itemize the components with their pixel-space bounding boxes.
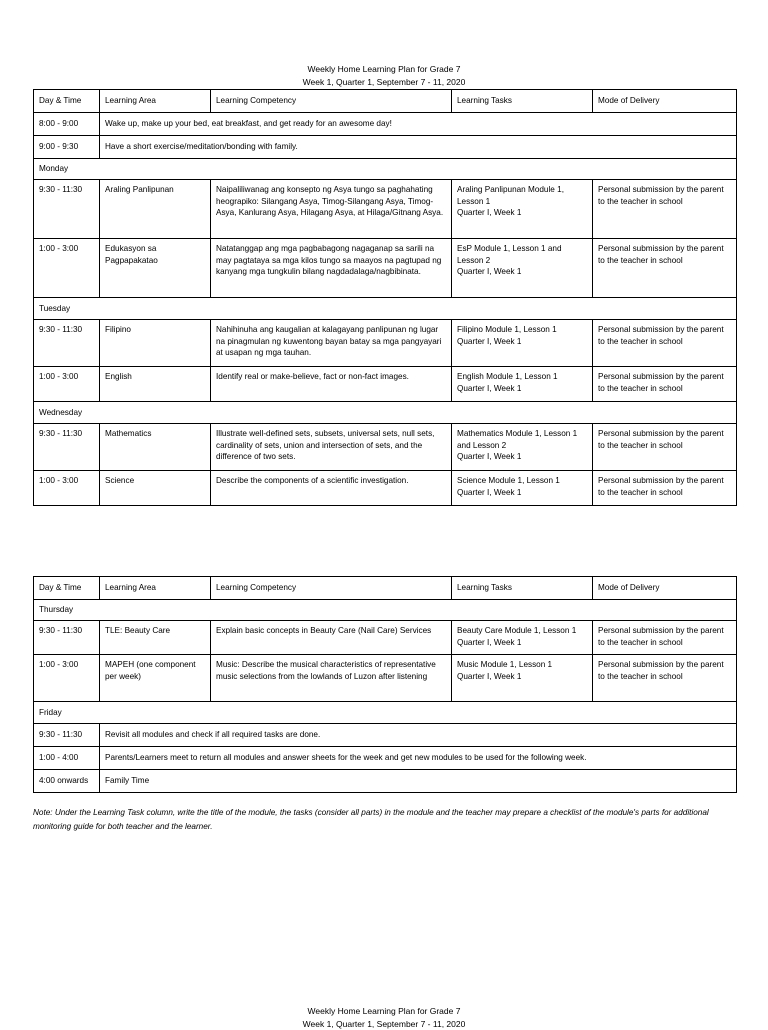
- col-header-learning-tasks: Learning Tasks: [452, 577, 593, 600]
- learning-area-cell: Edukasyon sa Pagpapakatao: [100, 239, 211, 298]
- day-row-wednesday: [34, 402, 737, 424]
- time-cell: 9:30 - 11:30: [34, 621, 100, 655]
- competency-cell: Naipaliliwanag ang konsepto ng Asya tungo sa paghahating heograpiko: Silangang Asya, Timog-Silangang Asya, Timog-Asya, Kanlurang Asya, Hilagang Asya, at Hilaga/Gitnang Asya.: [211, 180, 452, 239]
- time-cell: 1:00 - 3:00: [34, 239, 100, 298]
- mode-cell: Personal submission by the parent to the teacher in school: [593, 471, 737, 506]
- time-cell: 9:30 - 11:30: [34, 424, 100, 471]
- day-label: Friday: [34, 702, 737, 724]
- activity-cell: Family Time: [100, 770, 737, 793]
- table-row: [34, 770, 737, 793]
- table-row: [34, 471, 737, 506]
- tasks-cell: Filipino Module 1, Lesson 1 Quarter I, Week 1: [452, 320, 593, 367]
- learning-area-cell: MAPEH (one component per week): [100, 655, 211, 702]
- day-label: Thursday: [34, 600, 737, 621]
- col-header-learning-competency: Learning Competency: [211, 577, 452, 600]
- time-cell: 1:00 - 3:00: [34, 367, 100, 402]
- competency-cell: Explain basic concepts in Beauty Care (Nail Care) Services: [211, 621, 452, 655]
- competency-cell: Music: Describe the musical characteristics of representative music selections from the lowlands of Luzon after listening: [211, 655, 452, 702]
- col-header-mode-of-delivery: Mode of Delivery: [593, 577, 737, 600]
- competency-cell: Describe the components of a scientific investigation.: [211, 471, 452, 506]
- learning-area-cell: Filipino: [100, 320, 211, 367]
- day-row-monday: [34, 159, 737, 180]
- learning-area-cell: Araling Panlipunan: [100, 180, 211, 239]
- time-cell: 4:00 onwards: [34, 770, 100, 793]
- time-cell: 1:00 - 3:00: [34, 655, 100, 702]
- activity-cell: Have a short exercise/meditation/bonding with family.: [100, 136, 737, 159]
- col-header-day-time: Day & Time: [34, 577, 100, 600]
- time-cell: 9:00 - 9:30: [34, 136, 100, 159]
- day-row-tuesday: [34, 298, 737, 320]
- day-label: Monday: [34, 159, 737, 180]
- next-page-subtitle: Week 1, Quarter 1, September 7 - 11, 2020: [302, 1019, 466, 1029]
- table-row: [34, 180, 737, 239]
- learning-area-cell: Science: [100, 471, 211, 506]
- learning-area-cell: Mathematics: [100, 424, 211, 471]
- mode-cell: Personal submission by the parent to the teacher in school: [593, 424, 737, 471]
- table-row: [34, 424, 737, 471]
- col-header-learning-area: Learning Area: [100, 90, 211, 113]
- competency-cell: Illustrate well-defined sets, subsets, universal sets, null sets, cardinality of sets, union and intersection of sets, and the difference of two sets.: [211, 424, 452, 471]
- table-row: [34, 320, 737, 367]
- col-header-day-time: Day & Time: [34, 90, 100, 113]
- competency-cell: Natatanggap ang mga pagbabagong nagaganap sa sarili na may pagtataya sa mga kilos tungo sa maayos na pagtupad ng kanyang mga tungkulin bilang nagdadalaga/nagbibinata.: [211, 239, 452, 298]
- tasks-cell: EsP Module 1, Lesson 1 and Lesson 2 Quarter I, Week 1: [452, 239, 593, 298]
- page-subtitle: Week 1, Quarter 1, September 7 - 11, 2020: [302, 77, 466, 87]
- mode-cell: Personal submission by the parent to the teacher in school: [593, 180, 737, 239]
- table-row: [34, 724, 737, 747]
- day-row-friday: [34, 702, 737, 724]
- table-row: [34, 747, 737, 770]
- day-row-thursday: [34, 600, 737, 621]
- table-row: [34, 239, 737, 298]
- competency-cell: Identify real or make-believe, fact or non-fact images.: [211, 367, 452, 402]
- competency-cell: Nahihinuha ang kaugalian at kalagayang panlipunan ng lugar na pinagmulan ng kuwentong bayan batay sa mga pangyayari at usapan ng mga tauhan.: [211, 320, 452, 367]
- time-cell: 9:30 - 11:30: [34, 724, 100, 747]
- activity-cell: Parents/Learners meet to return all modules and answer sheets for the week and get new modules to be used for the following week.: [100, 747, 737, 770]
- table-row: [34, 367, 737, 402]
- page-title: Weekly Home Learning Plan for Grade 7: [307, 64, 461, 74]
- col-header-learning-tasks: Learning Tasks: [452, 90, 593, 113]
- time-cell: 8:00 - 9:00: [34, 113, 100, 136]
- tasks-cell: English Module 1, Lesson 1 Quarter I, Week 1: [452, 367, 593, 402]
- tasks-cell: Araling Panlipunan Module 1, Lesson 1 Quarter I, Week 1: [452, 180, 593, 239]
- tasks-cell: Science Module 1, Lesson 1 Quarter I, Week 1: [452, 471, 593, 506]
- header-row: [34, 577, 737, 600]
- note-text: Note: Under the Learning Task column, write the title of the module, the tasks (consider all parts) in the module and the teacher may prepare a checklist of the module's parts for additional monitoring guide for both teacher and the learner.: [33, 808, 709, 831]
- table-row: [34, 136, 737, 159]
- header-row: [34, 90, 737, 113]
- day-label: Wednesday: [34, 402, 737, 424]
- learning-area-cell: English: [100, 367, 211, 402]
- mode-cell: Personal submission by the parent to the teacher in school: [593, 621, 737, 655]
- activity-cell: Wake up, make up your bed, eat breakfast, and get ready for an awesome day!: [100, 113, 737, 136]
- mode-cell: Personal submission by the parent to the teacher in school: [593, 320, 737, 367]
- col-header-mode-of-delivery: Mode of Delivery: [593, 90, 737, 113]
- time-cell: 9:30 - 11:30: [34, 320, 100, 367]
- learning-plan-table-1: [33, 89, 737, 506]
- col-header-learning-competency: Learning Competency: [211, 90, 452, 113]
- learning-area-cell: TLE: Beauty Care: [100, 621, 211, 655]
- activity-cell: Revisit all modules and check if all required tasks are done.: [100, 724, 737, 747]
- mode-cell: Personal submission by the parent to the teacher in school: [593, 655, 737, 702]
- table-row: [34, 655, 737, 702]
- mode-cell: Personal submission by the parent to the teacher in school: [593, 367, 737, 402]
- learning-plan-table-2: [33, 576, 737, 793]
- next-page-title: Weekly Home Learning Plan for Grade 7: [307, 1006, 461, 1016]
- tasks-cell: Music Module 1, Lesson 1 Quarter I, Week 1: [452, 655, 593, 702]
- tasks-cell: Beauty Care Module 1, Lesson 1 Quarter I, Week 1: [452, 621, 593, 655]
- time-cell: 1:00 - 4:00: [34, 747, 100, 770]
- mode-cell: Personal submission by the parent to the teacher in school: [593, 239, 737, 298]
- table-row: [34, 621, 737, 655]
- day-label: Tuesday: [34, 298, 737, 320]
- table-row: [34, 113, 737, 136]
- tasks-cell: Mathematics Module 1, Lesson 1 and Lesson 2 Quarter I, Week 1: [452, 424, 593, 471]
- col-header-learning-area: Learning Area: [100, 577, 211, 600]
- time-cell: 9:30 - 11:30: [34, 180, 100, 239]
- time-cell: 1:00 - 3:00: [34, 471, 100, 506]
